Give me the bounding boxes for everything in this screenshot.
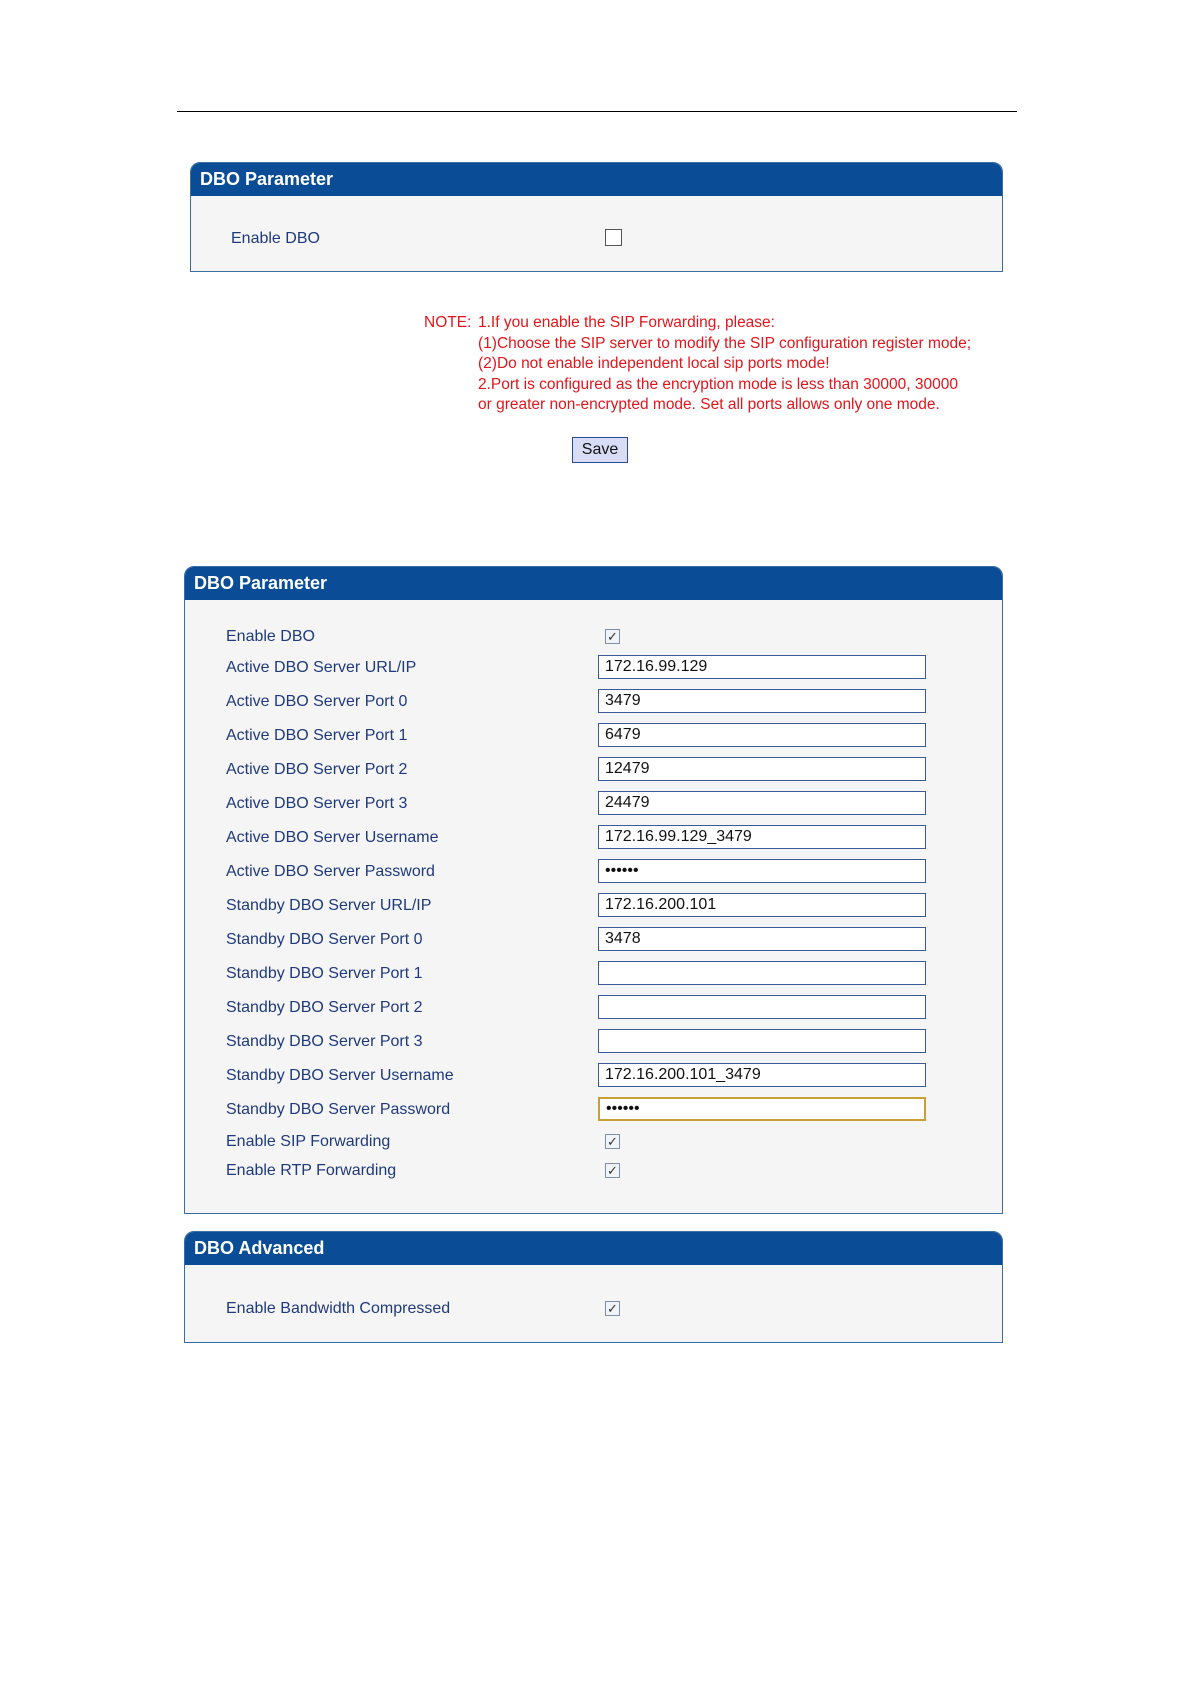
field-row bbox=[185, 927, 1002, 953]
standby-password-label: Standby DBO Server Password bbox=[226, 1101, 451, 1118]
field-row bbox=[185, 723, 1002, 749]
enable-sip-forwarding-row bbox=[185, 1129, 1002, 1155]
note-line: (1)Choose the SIP server to modify the SIP configuration register mode; bbox=[478, 334, 972, 352]
standby-port0-input[interactable] bbox=[598, 927, 926, 951]
active-port2-label: Active DBO Server Port 2 bbox=[226, 761, 408, 778]
enable-rtp-forwarding-checkbox[interactable]: ✓ bbox=[605, 1163, 620, 1178]
panel-1-title: DBO Parameter bbox=[191, 163, 1002, 196]
enable-bandwidth-checkbox[interactable]: ✓ bbox=[605, 1301, 620, 1316]
field-row bbox=[185, 689, 1002, 715]
active-port1-input[interactable] bbox=[598, 723, 926, 747]
standby-port0-label: Standby DBO Server Port 0 bbox=[226, 931, 423, 948]
standby-url-input[interactable] bbox=[598, 893, 926, 917]
field-row bbox=[185, 1097, 1002, 1123]
note-line: 1.If you enable the SIP Forwarding, please: bbox=[478, 314, 775, 331]
enable-dbo-checkbox-2[interactable]: ✓ bbox=[605, 629, 620, 644]
enable-rtp-forwarding-label: Enable RTP Forwarding bbox=[226, 1162, 397, 1179]
field-row bbox=[185, 1063, 1002, 1089]
save-button[interactable]: Save bbox=[572, 437, 628, 463]
field-row bbox=[185, 791, 1002, 817]
field-row bbox=[185, 825, 1002, 851]
active-port0-input[interactable] bbox=[598, 689, 926, 713]
enable-sip-forwarding-checkbox[interactable]: ✓ bbox=[605, 1134, 620, 1149]
panel-2-title: DBO Parameter bbox=[185, 567, 1002, 600]
dbo-advanced-panel bbox=[184, 1231, 1003, 1343]
dbo-parameter-panel-1 bbox=[190, 162, 1003, 272]
field-row bbox=[185, 1029, 1002, 1055]
standby-port3-input[interactable] bbox=[598, 1029, 926, 1053]
active-port2-input[interactable] bbox=[598, 757, 926, 781]
active-port0-label: Active DBO Server Port 0 bbox=[226, 693, 408, 710]
field-row bbox=[185, 655, 1002, 681]
enable-dbo-label-2: Enable DBO bbox=[226, 628, 315, 645]
standby-port3-label: Standby DBO Server Port 3 bbox=[226, 1033, 423, 1050]
standby-username-label: Standby DBO Server Username bbox=[226, 1067, 454, 1084]
field-row bbox=[185, 893, 1002, 919]
active-url-input[interactable] bbox=[598, 655, 926, 679]
note-line: (2)Do not enable independent local sip ports mode! bbox=[478, 355, 830, 372]
standby-port2-label: Standby DBO Server Port 2 bbox=[226, 999, 423, 1016]
standby-port2-input[interactable] bbox=[598, 995, 926, 1019]
field-row bbox=[185, 757, 1002, 783]
active-password-label: Active DBO Server Password bbox=[226, 863, 435, 880]
enable-bandwidth-label: Enable Bandwidth Compressed bbox=[226, 1300, 451, 1317]
active-port1-label: Active DBO Server Port 1 bbox=[226, 727, 408, 744]
enable-rtp-forwarding-row bbox=[185, 1158, 1002, 1184]
active-username-input[interactable] bbox=[598, 825, 926, 849]
active-url-label: Active DBO Server URL/IP bbox=[226, 659, 417, 676]
active-username-label: Active DBO Server Username bbox=[226, 829, 439, 846]
enable-dbo-label-1: Enable DBO bbox=[231, 230, 320, 247]
field-row bbox=[185, 859, 1002, 885]
field-row bbox=[185, 961, 1002, 987]
standby-username-input[interactable] bbox=[598, 1063, 926, 1087]
standby-password-input[interactable] bbox=[598, 1097, 926, 1121]
top-rule bbox=[177, 111, 1017, 112]
standby-url-label: Standby DBO Server URL/IP bbox=[226, 897, 432, 914]
active-password-input[interactable] bbox=[598, 859, 926, 883]
note-line: or greater non-encrypted mode. Set all ports allows only one mode. bbox=[478, 396, 940, 413]
note-line: 2.Port is configured as the encryption mode is less than 30000, 30000 bbox=[478, 375, 958, 393]
standby-port1-input[interactable] bbox=[598, 961, 926, 985]
note-lines bbox=[478, 313, 971, 416]
enable-dbo-row-2 bbox=[185, 624, 1002, 650]
enable-bandwidth-row bbox=[185, 1296, 1002, 1322]
field-row bbox=[185, 995, 1002, 1021]
active-port3-label: Active DBO Server Port 3 bbox=[226, 795, 408, 812]
standby-port1-label: Standby DBO Server Port 1 bbox=[226, 965, 423, 982]
dbo-parameter-panel-2 bbox=[184, 566, 1003, 1214]
enable-dbo-row-1 bbox=[191, 226, 1002, 252]
enable-dbo-checkbox-1[interactable] bbox=[605, 229, 622, 246]
active-port3-input[interactable] bbox=[598, 791, 926, 815]
panel-3-title: DBO Advanced bbox=[185, 1232, 1002, 1265]
enable-sip-forwarding-label: Enable SIP Forwarding bbox=[226, 1133, 391, 1150]
note-prefix: NOTE: bbox=[424, 314, 472, 331]
